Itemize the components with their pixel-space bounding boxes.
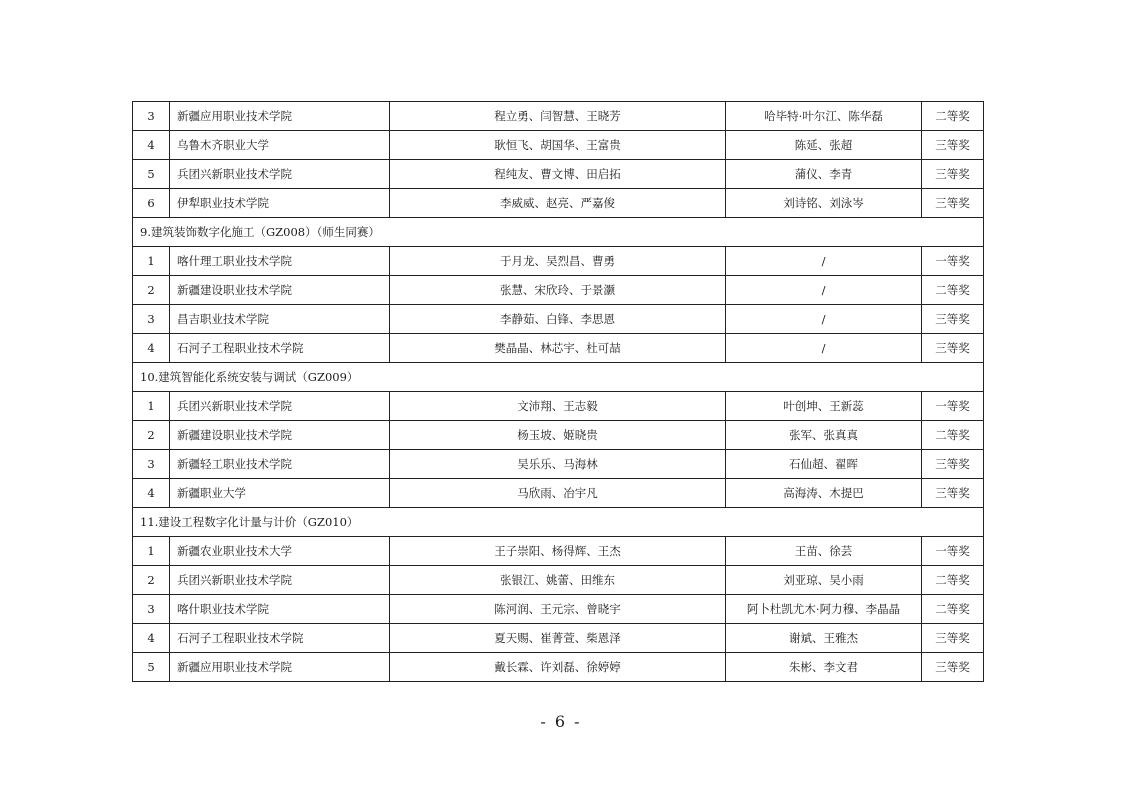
table-row — [133, 450, 984, 479]
award-level: 一等奖 — [922, 392, 984, 421]
table-row — [133, 247, 984, 276]
award-level: 一等奖 — [922, 247, 984, 276]
student-names: 马欣雨、冶宇凡 — [390, 479, 726, 508]
award-level: 三等奖 — [922, 450, 984, 479]
student-names: 吴乐乐、马海林 — [390, 450, 726, 479]
row-number: 1 — [133, 537, 170, 566]
student-names: 樊晶晶、林芯宇、杜可喆 — [390, 334, 726, 363]
table-row — [133, 653, 984, 682]
school-name: 兵团兴新职业技术学院 — [170, 566, 390, 595]
row-number: 5 — [133, 160, 170, 189]
teacher-names: / — [726, 334, 922, 363]
section-header-row — [133, 218, 984, 247]
student-names: 李静茹、白锋、李思恩 — [390, 305, 726, 334]
teacher-names: 叶创坤、王新蕊 — [726, 392, 922, 421]
teacher-names: 朱彬、李文君 — [726, 653, 922, 682]
page-number: - 6 - — [540, 712, 582, 731]
row-number: 2 — [133, 421, 170, 450]
row-number: 1 — [133, 392, 170, 421]
student-names: 张银江、姚蕾、田维东 — [390, 566, 726, 595]
school-name: 昌吉职业技术学院 — [170, 305, 390, 334]
awards-table-body — [133, 102, 984, 682]
school-name: 石河子工程职业技术学院 — [170, 334, 390, 363]
row-number: 3 — [133, 305, 170, 334]
student-names: 程纯友、曹文博、田启拓 — [390, 160, 726, 189]
school-name: 新疆建设职业技术学院 — [170, 276, 390, 305]
school-name: 新疆应用职业技术学院 — [170, 653, 390, 682]
student-names: 李威威、赵亮、严嘉俊 — [390, 189, 726, 218]
student-names: 文沛翔、王志毅 — [390, 392, 726, 421]
award-level: 三等奖 — [922, 479, 984, 508]
table-row — [133, 479, 984, 508]
award-level: 三等奖 — [922, 653, 984, 682]
row-number: 4 — [133, 131, 170, 160]
school-name: 兵团兴新职业技术学院 — [170, 160, 390, 189]
school-name: 新疆建设职业技术学院 — [170, 421, 390, 450]
table-row — [133, 102, 984, 131]
student-names: 陈河润、王元宗、曾晓宇 — [390, 595, 726, 624]
row-number: 3 — [133, 595, 170, 624]
table-row — [133, 131, 984, 160]
section-header-row — [133, 363, 984, 392]
teacher-names: 刘亚琼、吴小雨 — [726, 566, 922, 595]
award-level: 三等奖 — [922, 624, 984, 653]
row-number: 2 — [133, 276, 170, 305]
teacher-names: 陈延、张超 — [726, 131, 922, 160]
table-row — [133, 595, 984, 624]
school-name: 喀什职业技术学院 — [170, 595, 390, 624]
table-row — [133, 276, 984, 305]
table-row — [133, 392, 984, 421]
school-name: 新疆农业职业技术大学 — [170, 537, 390, 566]
teacher-names: / — [726, 247, 922, 276]
school-name: 乌鲁木齐职业大学 — [170, 131, 390, 160]
school-name: 新疆轻工职业技术学院 — [170, 450, 390, 479]
teacher-names: 张军、张真真 — [726, 421, 922, 450]
award-level: 一等奖 — [922, 537, 984, 566]
table-row — [133, 334, 984, 363]
teacher-names: / — [726, 276, 922, 305]
student-names: 程立勇、闫智慧、王晓芳 — [390, 102, 726, 131]
row-number: 3 — [133, 450, 170, 479]
student-names: 杨玉坡、姬晓贵 — [390, 421, 726, 450]
section-title: 10.建筑智能化系统安装与调试（GZ009） — [133, 363, 984, 392]
teacher-names: / — [726, 305, 922, 334]
award-level: 三等奖 — [922, 189, 984, 218]
row-number: 5 — [133, 653, 170, 682]
award-level: 三等奖 — [922, 305, 984, 334]
student-names: 戴长霖、许刘磊、徐婷婷 — [390, 653, 726, 682]
award-level: 二等奖 — [922, 595, 984, 624]
award-level: 三等奖 — [922, 160, 984, 189]
row-number: 4 — [133, 624, 170, 653]
teacher-names: 阿卜杜凯尤木·阿力穆、李晶晶 — [726, 595, 922, 624]
table-row — [133, 624, 984, 653]
school-name: 新疆职业大学 — [170, 479, 390, 508]
school-name: 兵团兴新职业技术学院 — [170, 392, 390, 421]
section-title: 9.建筑装饰数字化施工（GZ008）（师生同赛） — [133, 218, 984, 247]
teacher-names: 谢斌、王雅杰 — [726, 624, 922, 653]
student-names: 耿恒飞、胡国华、王富贵 — [390, 131, 726, 160]
row-number: 3 — [133, 102, 170, 131]
award-level: 二等奖 — [922, 566, 984, 595]
teacher-names: 刘诗铭、刘泳岑 — [726, 189, 922, 218]
teacher-names: 石仙超、翟晖 — [726, 450, 922, 479]
table-row — [133, 305, 984, 334]
table-row — [133, 421, 984, 450]
student-names: 张慧、宋欣玲、于景灏 — [390, 276, 726, 305]
row-number: 4 — [133, 334, 170, 363]
awards-table — [132, 101, 984, 682]
student-names: 于月龙、吴烈昌、曹勇 — [390, 247, 726, 276]
table-row — [133, 537, 984, 566]
section-title: 11.建设工程数字化计量与计价（GZ010） — [133, 508, 984, 537]
teacher-names: 高海涛、木提巴 — [726, 479, 922, 508]
school-name: 喀什理工职业技术学院 — [170, 247, 390, 276]
student-names: 王子崇阳、杨得辉、王杰 — [390, 537, 726, 566]
row-number: 4 — [133, 479, 170, 508]
row-number: 2 — [133, 566, 170, 595]
award-level: 三等奖 — [922, 334, 984, 363]
school-name: 石河子工程职业技术学院 — [170, 624, 390, 653]
table-row — [133, 160, 984, 189]
row-number: 1 — [133, 247, 170, 276]
award-level: 二等奖 — [922, 102, 984, 131]
award-level: 二等奖 — [922, 421, 984, 450]
school-name: 新疆应用职业技术学院 — [170, 102, 390, 131]
teacher-names: 哈毕特·叶尔江、陈华磊 — [726, 102, 922, 131]
award-level: 三等奖 — [922, 131, 984, 160]
teacher-names: 王苗、徐芸 — [726, 537, 922, 566]
student-names: 夏天赐、崔菁萱、柴恩泽 — [390, 624, 726, 653]
school-name: 伊犁职业技术学院 — [170, 189, 390, 218]
teacher-names: 蒲仪、李青 — [726, 160, 922, 189]
table-row — [133, 189, 984, 218]
award-level: 二等奖 — [922, 276, 984, 305]
row-number: 6 — [133, 189, 170, 218]
section-header-row — [133, 508, 984, 537]
table-row — [133, 566, 984, 595]
